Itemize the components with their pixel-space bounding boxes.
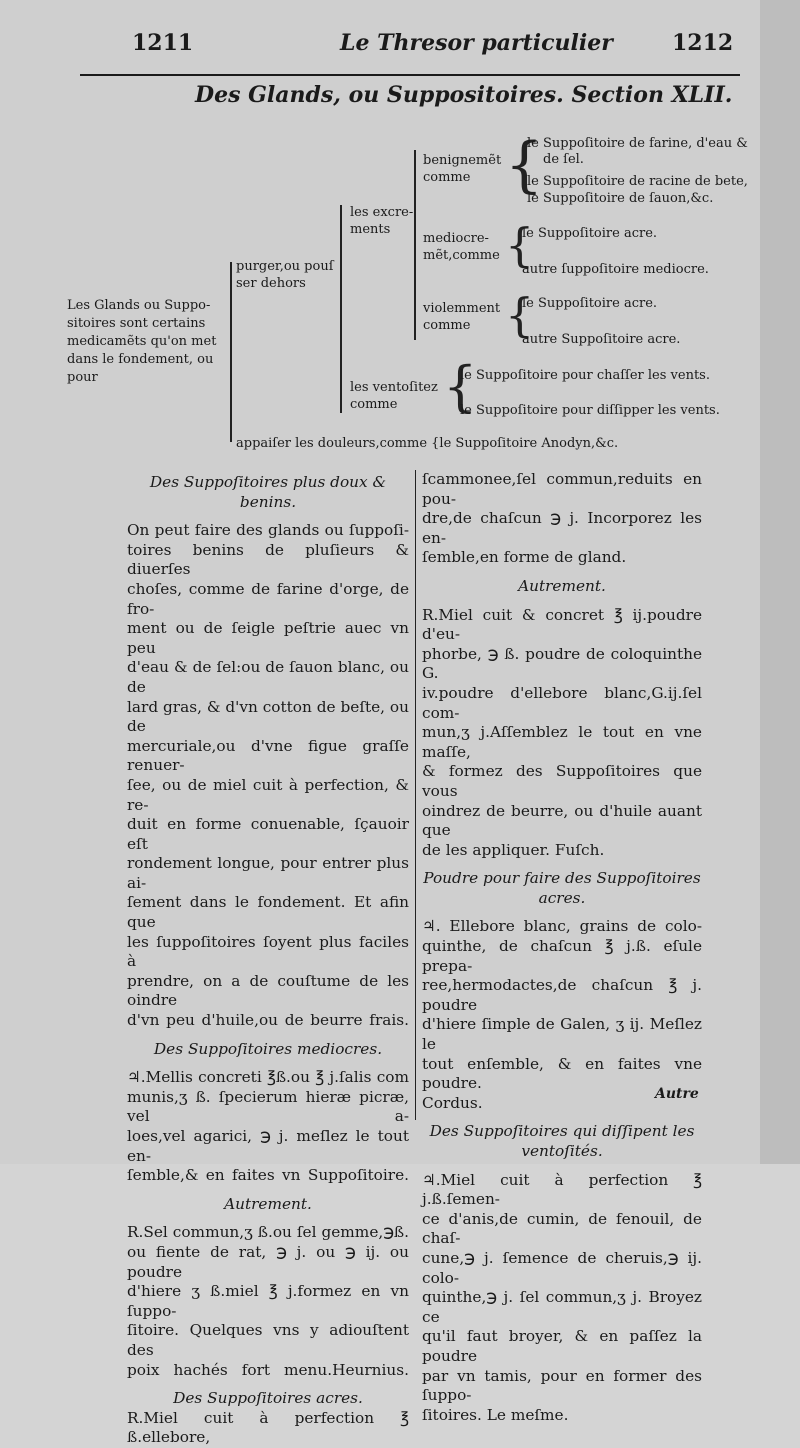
text-line: mun,ʒ j.Aſſemblez le tout en vne maſſe, — [422, 723, 702, 761]
brace-purge — [340, 205, 342, 413]
subheading-line: Des Suppoſitoires plus doux & — [149, 473, 387, 491]
violent-text-1: violemment — [423, 301, 501, 316]
running-title: Le Thresor particulier — [340, 30, 613, 56]
page-number-right: 1212 — [672, 30, 734, 56]
text-line: d'vn peu d'huile,ou de beurre frais. — [127, 1011, 409, 1030]
text-line: lard gras, & d'vn cotton de beſte, ou de — [127, 697, 409, 736]
medio-text-2: mẽt,comme — [423, 248, 500, 263]
subheading-line: Des Suppoſitoires acres. — [173, 1389, 363, 1408]
excrements-text-1: les excre- — [350, 205, 414, 220]
benign-text-2: comme — [423, 170, 471, 185]
text-line: prendre, on a de couſtume de les oindre — [127, 971, 409, 1010]
text-line: rondement longue, pour entrer plus ai- — [127, 854, 409, 892]
line-gap — [127, 512, 409, 521]
line-gap — [422, 1162, 702, 1171]
medio-item-2: autre ſuppoſitoire mediocre. — [522, 262, 709, 277]
header-rule — [80, 74, 740, 76]
appaiser-text: appaiſer les douleurs,comme {le Suppoſitoire Anodyn,&c. — [236, 436, 619, 451]
line-gap — [422, 860, 702, 869]
text-line: d'hiere ſimple de Galen, ʒ ij. Meſlez le — [422, 1015, 702, 1054]
text-line: les ſuppoſitoires ſoyent plus faciles à — [127, 932, 409, 971]
right-column — [422, 470, 702, 1425]
line-gap — [127, 1059, 409, 1068]
line-gap — [127, 1186, 409, 1195]
text-line: ſee, ou de miel cuit à perfection, & re- — [127, 775, 409, 814]
line-gap — [127, 1214, 409, 1223]
brace-excrements — [414, 150, 416, 340]
purge-text-1: purger,ou pouſ — [236, 259, 334, 274]
brace-benign: { — [505, 130, 544, 200]
text-line: Cordus. — [422, 1093, 483, 1112]
benign-item-4: le Suppoſitoire de ſauon,&c. — [527, 191, 714, 206]
benign-item-1: le Suppoſitoire de farine, d'eau & — [527, 136, 748, 151]
text-line: mercuriale,ou d'vne figue graſſe renuer- — [127, 736, 409, 775]
text-line: d'eau & de ſel:ou de ſauon blanc, ou de — [127, 658, 409, 696]
text-line: ce d'anis,de cumin, de fenouil, de chaſ- — [422, 1209, 702, 1248]
text-line: ♃. Ellebore blanc, grains de colo- — [422, 917, 702, 936]
violent-item-2: autre Suppoſitoire acre. — [522, 332, 681, 347]
subheading-line: ventoſités. — [521, 1142, 603, 1160]
line-gap — [422, 1113, 702, 1122]
subheading-line: benins. — [239, 492, 297, 511]
text-line: munis,ʒ ß. ſpecierum hieræ picræ, vel a- — [127, 1087, 409, 1126]
text-line: ment ou de ſeigle peſtrie auec vn peu — [127, 619, 409, 657]
vent-item-1: le Suppoſitoire pour chaſſer les vents. — [460, 368, 710, 383]
line-gap — [422, 597, 702, 606]
line-gap — [422, 908, 702, 917]
medio-text-1: mediocre- — [423, 231, 489, 246]
excrements-text-2: ments — [350, 222, 391, 237]
purge-text-2: ser dehors — [236, 276, 306, 291]
vent-text-1: les ventoſitez — [350, 380, 438, 395]
text-line: tout enſemble, & en faites vne poudre. — [422, 1054, 702, 1093]
benign-item-3: le Suppoſitoire de racine de bete, — [527, 174, 748, 189]
root-text-3: medicamẽts qu'on met — [67, 334, 217, 349]
text-line: iv.poudre d'ellebore blanc,G.ij.ſel com- — [422, 683, 702, 722]
text-line: ſitoires. Le meſme. — [422, 1405, 569, 1424]
text-line: ou fiente de rat, ℈ j. ou ℈ ij. ou poudre — [127, 1242, 409, 1281]
left-column — [127, 473, 409, 1448]
text-line: phorbe, ℈ ß. poudre de coloquinthe G. — [422, 644, 702, 683]
text-line: ree,hermodactes,de chaſcun ℥ j. poudre — [422, 976, 702, 1014]
catchword: Autre — [655, 1086, 699, 1102]
subheading-line: Autrement. — [518, 576, 606, 595]
text-line: ſemble,& en faites vn Suppoſitoire. — [127, 1166, 409, 1185]
text-line: cune,℈ j. ſemence de cheruis,℈ ij. colo- — [422, 1248, 702, 1287]
text-line: loes,vel agarici, ℈ j. meſlez le tout en- — [127, 1127, 409, 1165]
brace-vent: { — [443, 355, 478, 418]
vent-item-2: le Suppoſitoire pour diſſipper les vents. — [460, 403, 720, 418]
section-title: Des Glands, ou Suppositoires. Section XLII. — [195, 82, 733, 108]
root-text-5: pour — [67, 370, 98, 385]
text-line: R.Miel cuit & concret ℥ ij.poudre d'eu- — [422, 605, 702, 644]
root-text-1: Les Glands ou Suppo- — [67, 298, 211, 313]
column-divider — [415, 470, 416, 1120]
text-line: ♃.Mellis concreti ℥ß.ou ℥ j.ſalis com — [127, 1068, 409, 1087]
line-gap — [127, 1031, 409, 1040]
text-line: ſcammonee,ſel commun,reduits en pou- — [422, 470, 702, 508]
text-line: oindrez de beurre, ou d'huile auant que — [422, 801, 702, 840]
vent-text-2: comme — [350, 397, 398, 412]
benign-text-1: benignemẽt — [423, 153, 502, 168]
text-line: poix hachés fort menu.Heurnius. — [127, 1360, 409, 1379]
text-line: dre,de chaſcun ℈ j. Incorporez les en- — [422, 509, 702, 547]
violent-item-1: le Suppoſitoire acre. — [522, 296, 658, 311]
text-line: de les appliquer. Fuſch. — [422, 840, 605, 859]
text-line: R.Sel commun,ʒ ß.ou ſel gemme,℈ß. — [127, 1223, 409, 1242]
subheading-line: Des Suppoſitoires qui diſſipent les — [429, 1122, 695, 1141]
brace-medio: { — [505, 218, 535, 272]
text-line: quinthe,℈ j. ſel commun,ʒ j. Broyez ce — [422, 1288, 702, 1326]
root-text-2: sitoires sont certains — [67, 316, 206, 331]
benign-item-2: de ſel. — [543, 152, 584, 167]
subheading-line: acres. — [538, 888, 586, 907]
line-gap — [422, 568, 702, 577]
text-line: ſitoire. Quelques vns y adiouſtent des — [127, 1321, 409, 1359]
text-line: ♃.Miel cuit à perfection ℥ j.ß.ſemen- — [422, 1170, 702, 1209]
brace-root — [230, 262, 232, 442]
text-line: quinthe, de chaſcun ℥ j.ß. eſule prepa- — [422, 937, 702, 975]
text-line: On peut faire des glands ou ſuppoſi- — [127, 521, 409, 540]
text-line: R.Miel cuit à perfection ℥ ß.ellebore, — [127, 1408, 409, 1447]
text-line: par vn tamis, pour en former des ſuppo- — [422, 1366, 702, 1405]
violent-text-2: comme — [423, 318, 471, 333]
line-gap — [127, 1380, 409, 1389]
text-line: ſemble,en forme de gland. — [422, 548, 627, 567]
medio-item-1: le Suppoſitoire acre. — [522, 226, 658, 241]
text-line: ſement dans le fondement. Et afin que — [127, 893, 409, 932]
text-line: choſes, comme de farine d'orge, de fro- — [127, 579, 409, 618]
page-number-left: 1211 — [132, 30, 194, 56]
subheading-line: Autrement. — [224, 1194, 312, 1213]
brace-violent: { — [505, 288, 535, 342]
text-line: d'hiere ʒ ß.miel ℥ j.formez en vn ſuppo- — [127, 1282, 409, 1320]
text-line: qu'il faut broyer, & en paſſez la poudre — [422, 1327, 702, 1365]
subheading-line: Poudre pour faire des Suppoſitoires — [423, 869, 701, 888]
subheading-line: Des Suppoſitoires mediocres. — [153, 1039, 383, 1058]
text-line: toires benins de pluſieurs & diuerſes — [127, 540, 409, 579]
root-text-4: dans le fondement, ou — [67, 352, 214, 367]
text-line: & formez des Suppoſitoires que vous — [422, 762, 702, 800]
text-line: duit en forme conuenable, ſçauoir eſt — [127, 815, 409, 853]
